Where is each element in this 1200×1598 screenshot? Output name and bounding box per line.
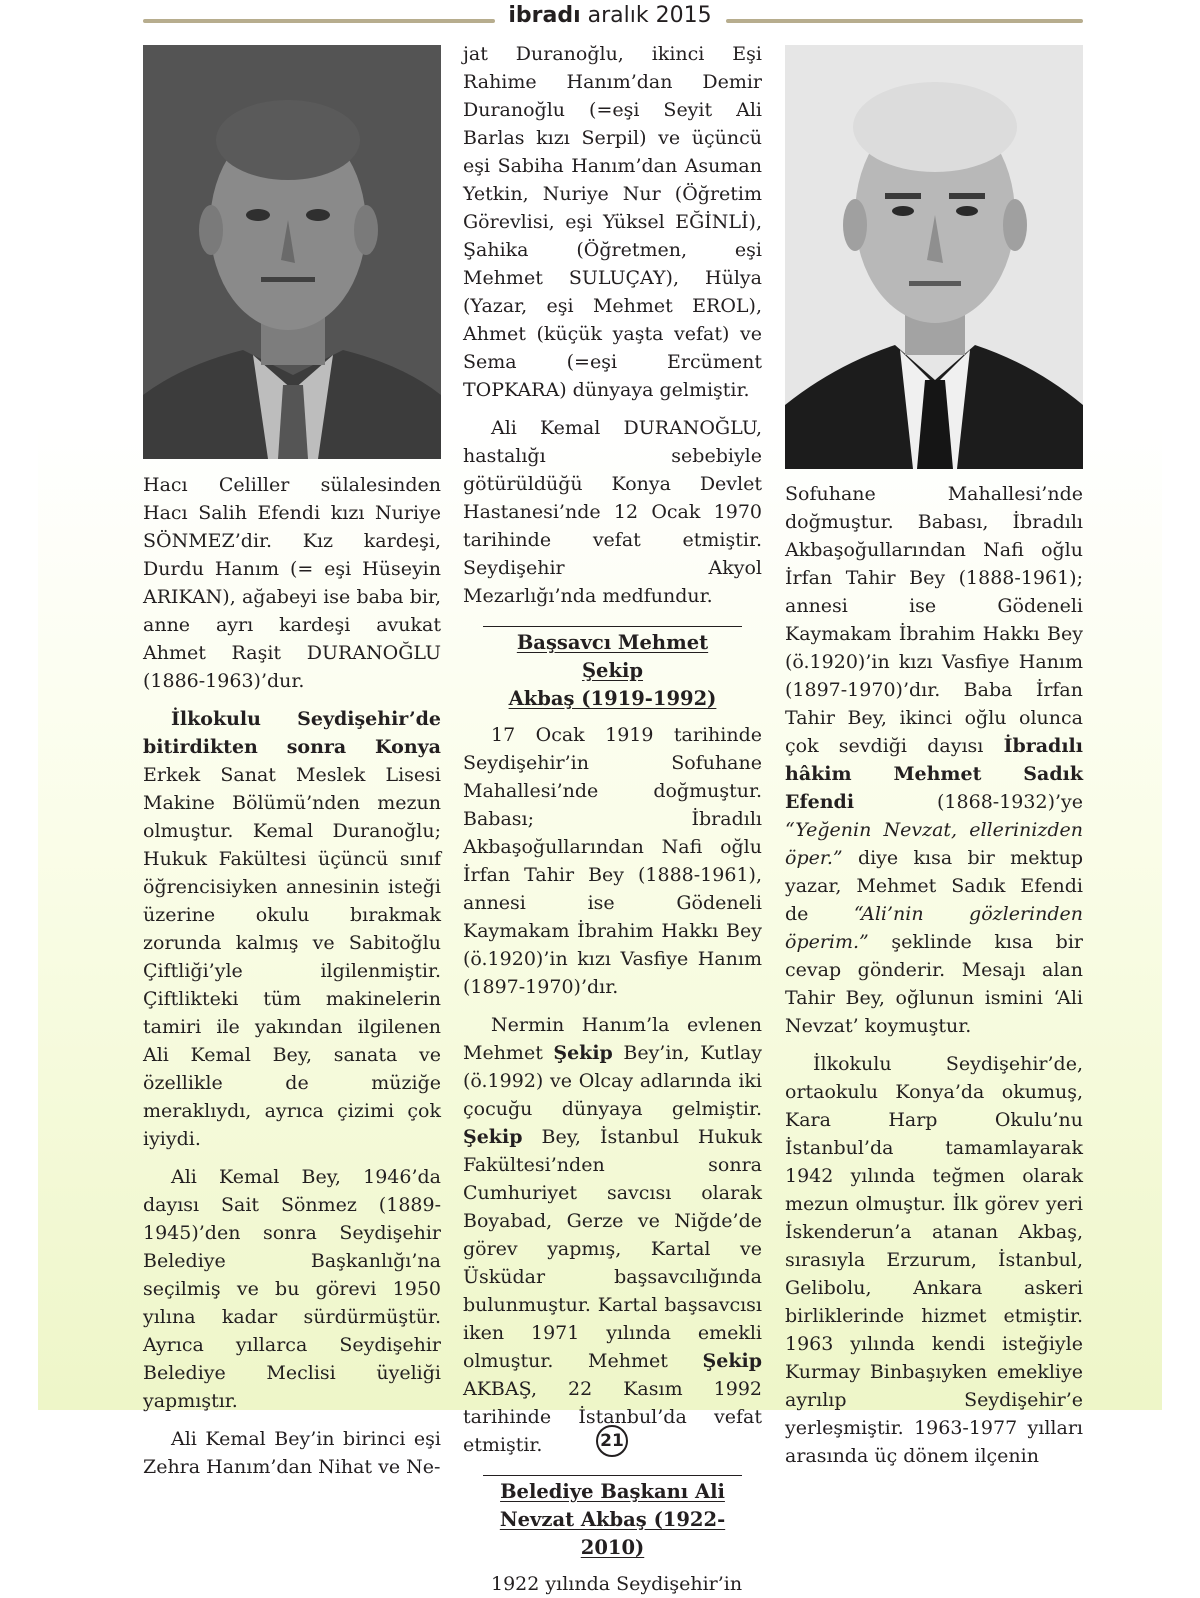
paragraph (143, 705, 441, 1153)
paragraph: Ali Kemal Bey’in birinci eşi Zehra Hanım’dan Nihat ve Ne- (143, 1428, 441, 1478)
quote-italic: “Yeğenin Nevzat, ellerinizden öper.” (785, 819, 1083, 869)
paragraph-text: Bey, İstanbul Hukuk Fakültesi’nden sonra Cumhuriyet savcısı olarak Boyabad, Gerze ve Niğde’de görev yapmış, Kartal ve Üsküdar başsavcılığında bulunmuştur. Kartal başsavcısı iken 1971 yılında emekli olmuştur. Mehmet (463, 1126, 762, 1372)
paragraph: Ali Kemal DURANOĞLU, hastalığı sebebiyle götürüldüğü Konya Devlet Hastanesi’nde 12 Ocak 1970 tarihinde vefat etmiştir. Seydişehir Akyol Mezarlığı’nda medfundur. (463, 417, 762, 607)
paragraph-text: Sofuhane Mahallesi’nde doğmuştur. Babası, İbradılı Akbaşoğullarından Nafi oğlu İrfan Tahir Bey (1888-1961); annesi ise Gödeneli Kaymakam İbrahim Hakkı Bey (ö.1920)’in kızı Vasfiye Hanım (1897-1970)’dır. Baba İrfan Tahir Bey, ikinci oğlu olunca çok sevdiği dayısı (785, 483, 1083, 757)
issue-date: aralık 2015 (587, 3, 712, 28)
name-bold: Şekip (463, 1126, 523, 1148)
paragraph-text: (1868-1932)’ye (854, 791, 1083, 813)
paragraph: Hacı Celiller sülalesinden Hacı Salih Efendi kızı Nuriye SÖNMEZ’dir. Kız kardeşi, Durdu Hanım (= eşi Hüseyin ARIKAN), ağabeyi ise baba bir, anne ayrı kardeşi avukat Ahmet Raşit DURANOĞLU (1886-1963)’dur. (143, 474, 441, 692)
running-header (500, 3, 720, 28)
text-column-3 (785, 480, 1083, 1470)
paragraph: 1922 yılında Seydişehir’in (491, 1573, 743, 1595)
magazine-name: ibradı (508, 3, 581, 28)
section-title-line-2: Nevzat Akbaş (1922-2010) (499, 1508, 726, 1559)
portrait-photo-left (143, 45, 441, 459)
section-title-bassavci (483, 626, 742, 713)
paragraph-text: Erkek Sanat Meslek Lisesi Makine Bölümü’nden mezun olmuştur. Kemal Duranoğlu; Hukuk Fakültesi üçüncü sınıf öğrencisiyken annesinin isteği üzerine okulu bırakmak zorunda kalmış ve Sabitoğlu Çiftliği’yle ilgilenmiştir. Çiftlikteki tüm makinelerin tamiri ile yakından ilgilenen Ali Kemal Bey, sanata ve özellikle de müziğe meraklıydı, ayrıca çizimi çok iyiydi. (143, 764, 441, 1150)
name-bold: Şekip (553, 1042, 613, 1064)
section-title-line-2: Akbaş (1919-1992) (508, 687, 717, 710)
paragraph: Ali Kemal Bey, 1946’da dayısı Sait Sönmez (1889-1945)’den sonra Seydişehir Belediye Başkanlığı’na seçilmiş ve bu görevi 1950 yılına kadar sürdürmüştür. Ayrıca yıllarca Seydişehir Belediye Meclisi üyeliği yapmıştır. (143, 1166, 441, 1412)
paragraph-text: şeklinde kısa bir cevap gönderir. Mesajı alan Tahir Bey, oğlunun ismini ‘Ali Nevzat’ koymuştur. (785, 931, 1083, 1037)
paragraph (785, 480, 1083, 1040)
section-title-line-1: Başsavcı Mehmet Şekip (516, 631, 709, 682)
bold-lead: İlkokulu Seydişehir’de bitirdikten sonra Konya (143, 708, 441, 758)
paragraph-text: diye kısa bir mektup yazar, Mehmet Sadık Efendi de (785, 847, 1083, 925)
name-bold: İbradılı hâkim Mehmet Sadık Efendi (785, 735, 1083, 813)
quote-italic: “Ali’nin gözlerinden öperim.” (785, 903, 1083, 953)
section-title-belediye-baskani (483, 1475, 742, 1562)
paragraph: İlkokulu Seydişehir’de, ortaokulu Konya’da okumuş, Kara Harp Okulu’nu İstanbul’da tamamlayarak 1942 yılında teğmen olarak mezun olmuştur. İlk görev yeri İskenderun’a atanan Akbaş, sırasıyla Erzurum, İstanbul, Gelibolu, Ankara askeri birliklerinde hizmet etmiştir. 1963 yılında kendi isteğiyle Kurmay Binbaşıyken emekliye ayrılıp Seydişehir’e yerleşmiştir. 1963-1977 yılları arasında üç dönem ilçenin (785, 1053, 1083, 1467)
paragraph-text: AKBAŞ, 22 Kasım 1992 tarihinde İstanbul’da vefat etmiştir. (463, 1378, 762, 1456)
portrait-photo-right (785, 45, 1083, 469)
header-rule-left (143, 19, 495, 23)
page-number: 21 (596, 1425, 628, 1457)
text-column-2 (463, 40, 762, 1598)
paragraph: jat Duranoğlu, ikinci Eşi Rahime Hanım’dan Demir Duranoğlu (=eşi Seyit Ali Barlas kızı Serpil) ve üçüncü eşi Sabiha Hanım’dan Asuman Yetkin, Nuriye Nur (Öğretim Görevlisi, eşi Yüksel EĞİNLİ), Şahika (Öğretmen, eşi Mehmet SULUÇAY), Hülya (Yazar, eşi Mehmet EROL), Ahmet (küçük yaşta vefat) ve Sema (=eşi Ercüment TOPKARA) dünyaya gelmiştir. (463, 43, 762, 401)
paragraph (463, 1011, 762, 1459)
section-title-line-1: Belediye Başkanı Ali (500, 1480, 725, 1503)
paragraph-text: Bey’in, Kutlay (ö.1992) ve Olcay adlarında iki çocuğu dünyaya gelmiştir. (463, 1042, 763, 1120)
header-rule-right (726, 19, 1083, 23)
paragraph: 17 Ocak 1919 tarihinde Seydişehir’in Sofuhane Mahallesi’nde doğmuştur. Babası; İbradılı Akbaşoğullarından Nafi oğlu İrfan Tahir Bey (1888-1961), annesi ise Gödeneli Kaymakam İbrahim Hakkı Bey (ö.1920)’in kızı Vasfiye Hanım (1897-1970)’dır. (463, 724, 762, 998)
name-bold: Şekip (702, 1350, 762, 1372)
text-column-1 (143, 471, 441, 1481)
paragraph-text: Nermin Hanım’la evlenen Mehmet (463, 1014, 762, 1064)
